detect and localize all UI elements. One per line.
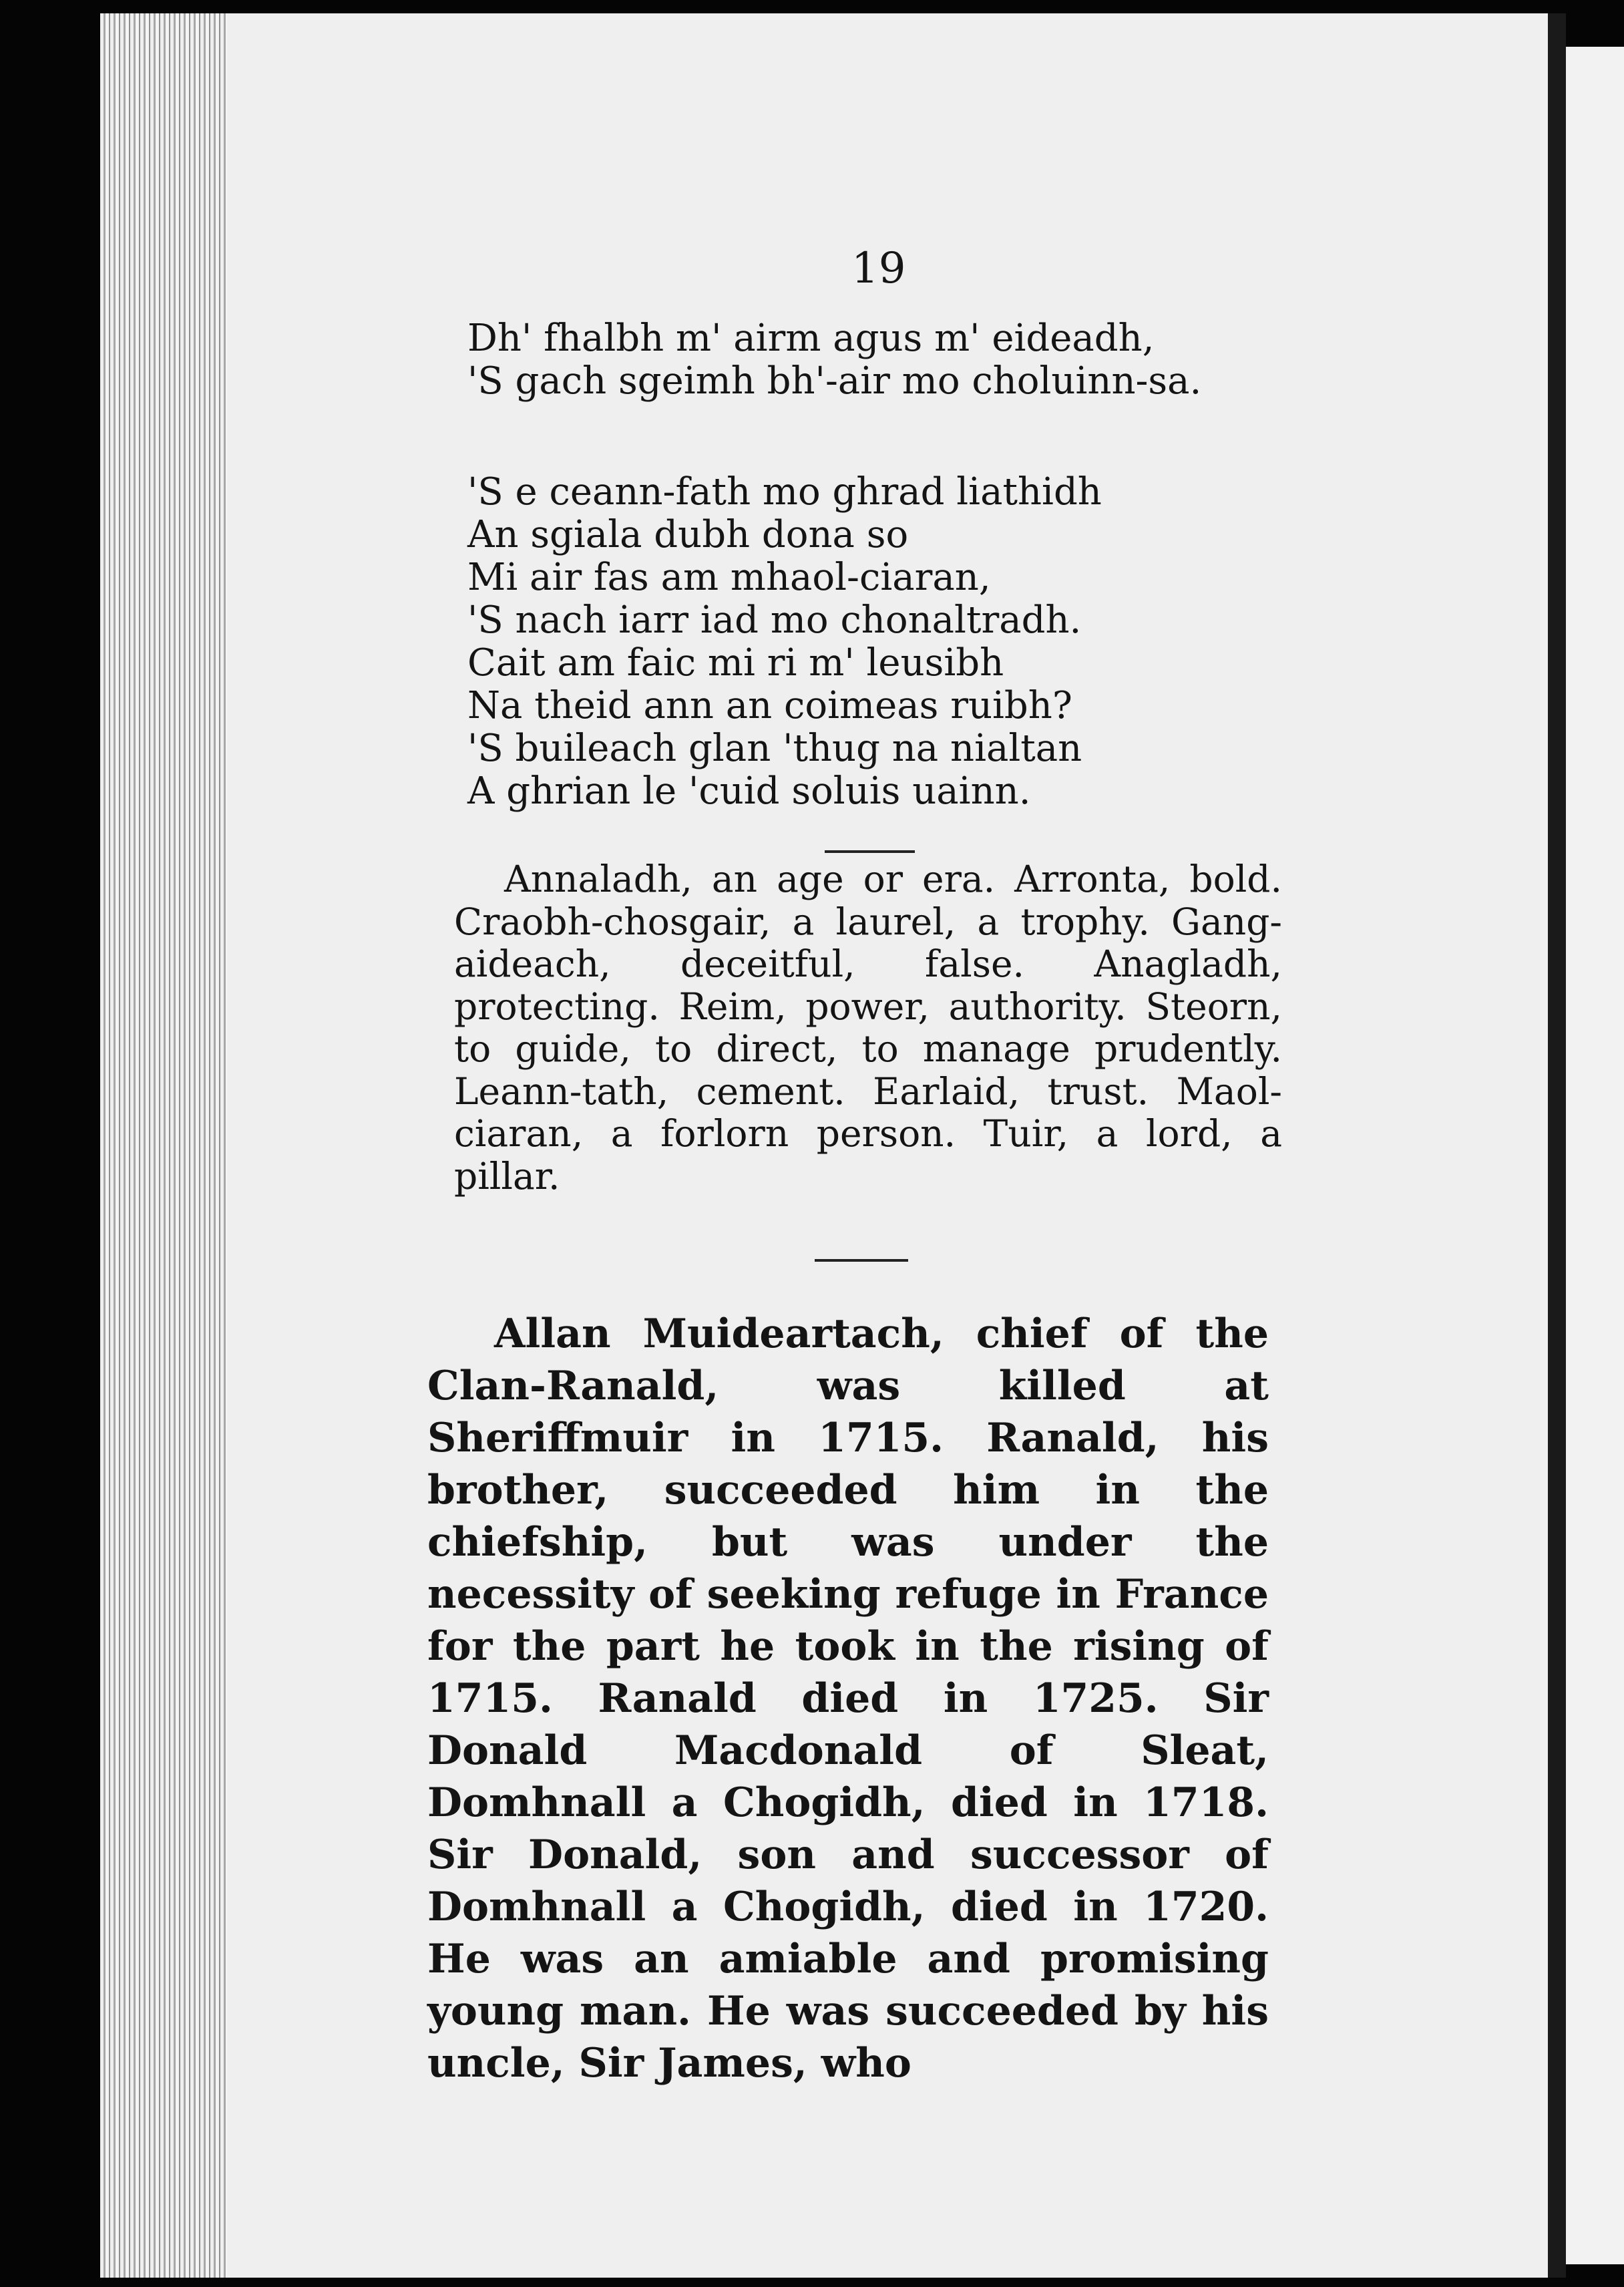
verse-line: Na theid ann an coimeas ruibh?: [467, 684, 1072, 727]
section-divider: [815, 1259, 908, 1262]
page-number: 19: [851, 244, 906, 293]
glossary-paragraph: Annaladh, an age or era. Arronta, bold. Craobh-chosgair, a laurel, a trophy. Gang-aideach, deceitful, false. Anagladh, protecting. Reim, power, authority. Steorn, to guide, to direct, to manage prudently. Leann-tath, cement. Earlaid, trust. Maol-ciaran, a forlorn person. Tuir, a lord, a pillar.: [454, 858, 1282, 1198]
section-divider: [825, 850, 915, 853]
page-edges: [100, 13, 234, 2278]
prose-paragraph: Allan Muideartach, chief of the Clan-Ranald, was killed at Sheriffmuir in 1715. Ranald, his brother, succeeded him in the chiefship, but was under the necessity of seeking refuge in France for the part he took in the rising of 1715. Ranald died in 1725. Sir Donald Macdonald of Sleat, Domhnall a Chogidh, died in 1718. Sir Donald, son and successor of Domhnall a Chogidh, died in 1720. He was an amiable and promising young man. He was succeeded by his uncle, Sir James, who: [427, 1310, 1269, 2087]
facing-page-edge: [1566, 47, 1624, 2264]
verse-line: A ghrian le 'cuid soluis uainn.: [467, 769, 1031, 813]
verse-line: Cait am faic mi ri m' leusibh: [467, 641, 1004, 685]
verse-line: An sgiala dubh dona so: [467, 513, 909, 556]
verse-line: 'S e ceann-fath mo ghrad liathidh: [467, 470, 1102, 514]
verse-line: Mi air fas am mhaol-ciaran,: [467, 556, 991, 599]
verse-stanza-1: [467, 317, 1336, 403]
verse-line: Dh' fhalbh m' airm agus m' eideadh,: [467, 317, 1155, 360]
verse-line: 'S buileach glan 'thug na nialtan: [467, 727, 1082, 770]
verse-stanza-2: [467, 471, 1336, 813]
binding-shadow: [1548, 13, 1566, 2278]
verse-line: 'S gach sgeimh bh'-air mo choluinn-sa.: [467, 359, 1202, 403]
verse-line: 'S nach iarr iad mo chonaltradh.: [467, 598, 1082, 642]
